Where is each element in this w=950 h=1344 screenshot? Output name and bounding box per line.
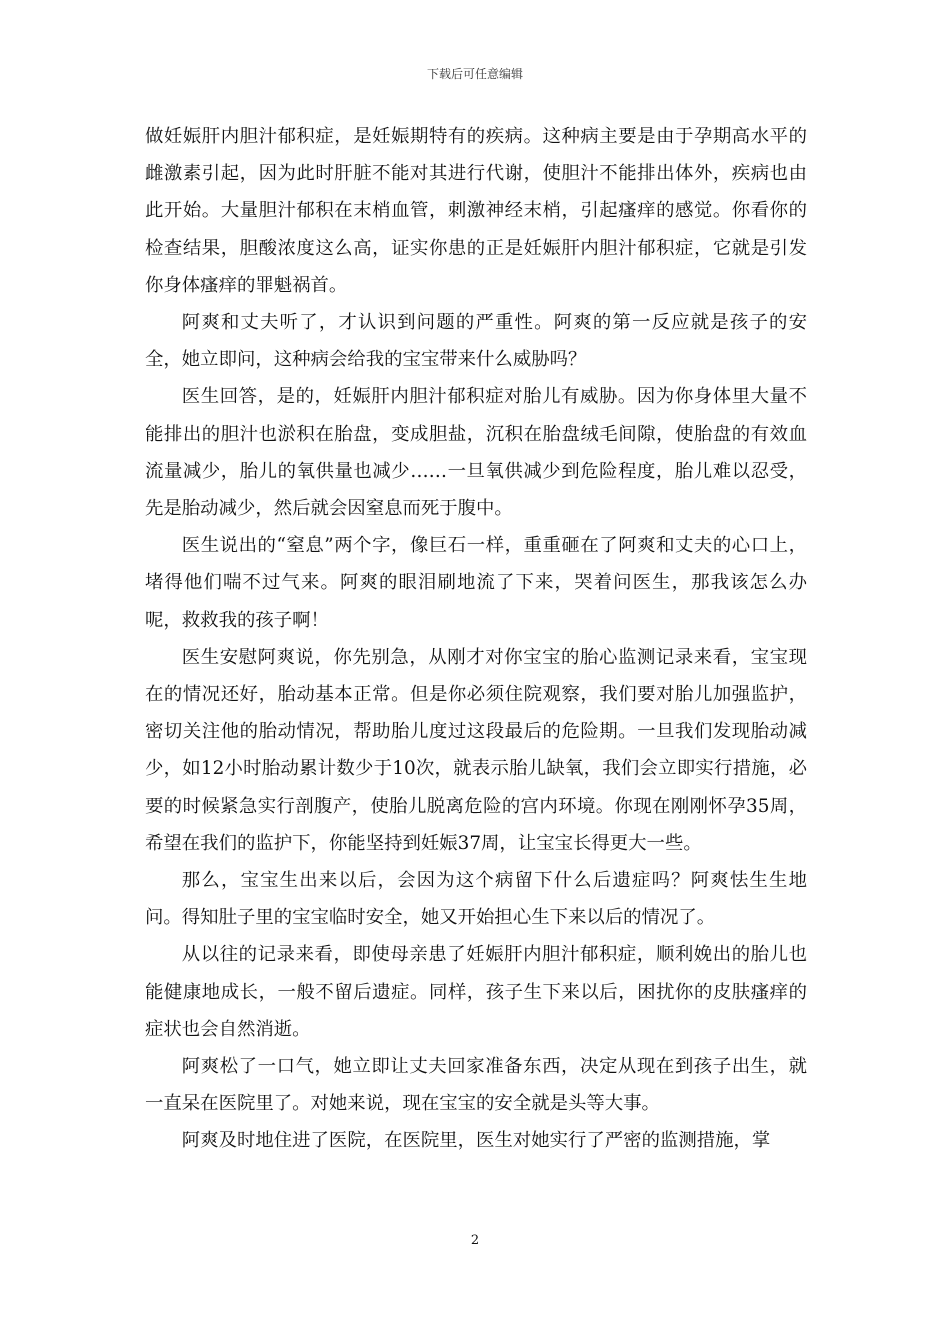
paragraph: 医生安慰阿爽说，你先别急，从刚才对你宝宝的胎心监测记录来看，宝宝现在的情况还好，胎动基本正常。但是你必须住院观察，我们要对胎儿加强监护，密切关注他的胎动情况，帮助胎儿度过这段最后的危险期。一旦我们发现胎动减少，如12小时胎动累计数少于10次，就表示胎儿缺氧，我们会立即实行措施，必要的时候紧急实行剖腹产，使胎儿脱离危险的宫内环境。你现在刚刚怀孕35周，希望在我们的监护下，你能坚持到妊娠37周，让宝宝长得更大一些。 [145,646,807,854]
paragraph: 阿爽松了一口气，她立即让丈夫回家准备东西，决定从现在到孩子出生，就一直呆在医院里了。对她来说，现在宝宝的安全就是头等大事。 [145,1056,807,1115]
paragraph: 从以往的记录来看，即使母亲患了妊娠肝内胆汁郁积症，顺利娩出的胎儿也能健康地成长，一般不留后遗症。同样，孩子生下来以后，困扰你的皮肤瘙痒的症状也会自然消逝。 [145,944,807,1040]
paragraph: 医生说出的“窒息”两个字，像巨石一样，重重砸在了阿爽和丈夫的心口上，堵得他们喘不过气来。阿爽的眼泪刷地流了下来，哭着问医生，那我该怎么办呢，救救我的孩子啊！ [145,535,807,631]
paragraph: 那么，宝宝生出来以后，会因为这个病留下什么后遗症吗？阿爽怯生生地问。得知肚子里的宝宝临时安全，她又开始担心生下来以后的情况了。 [145,870,807,929]
paragraph-continued: 做妊娠肝内胆汁郁积症，是妊娠期特有的疾病。这种病主要是由于孕期高水平的雌激素引起，因为此时肝脏不能对其进行代谢，使胆汁不能排出体外，疾病也由此开始。大量胆汁郁积在末梢血管，刺激神经末梢，引起瘙痒的感觉。你看你的检查结果，胆酸浓度这么高，证实你患的正是妊娠肝内胆汁郁积症，它就是引发你身体瘙痒的罪魁祸首。 [145,126,807,296]
paragraph: 阿爽及时地住进了医院，在医院里，医生对她实行了严密的监测措施，掌 [181,1130,771,1152]
page-number: 2 [470,1233,480,1248]
paragraph: 阿爽和丈夫听了，才认识到问题的严重性。阿爽的第一反应就是孩子的安全，她立即问，这种病会给我的宝宝带来什么威胁吗？ [145,312,807,371]
document-body [145,118,807,1160]
paragraph: 医生回答，是的，妊娠肝内胆汁郁积症对胎儿有威胁。因为你身体里大量不能排出的胆汁也淤积在胎盘，变成胆盐，沉积在胎盘绒毛间隙，使胎盘的有效血流量减少，胎儿的氧供量也减少……一旦氧供减少到危险程度，胎儿难以忍受，先是胎动减少，然后就会因窒息而死于腹中。 [145,386,807,520]
page-header: 下载后可任意编辑 [426,67,523,81]
